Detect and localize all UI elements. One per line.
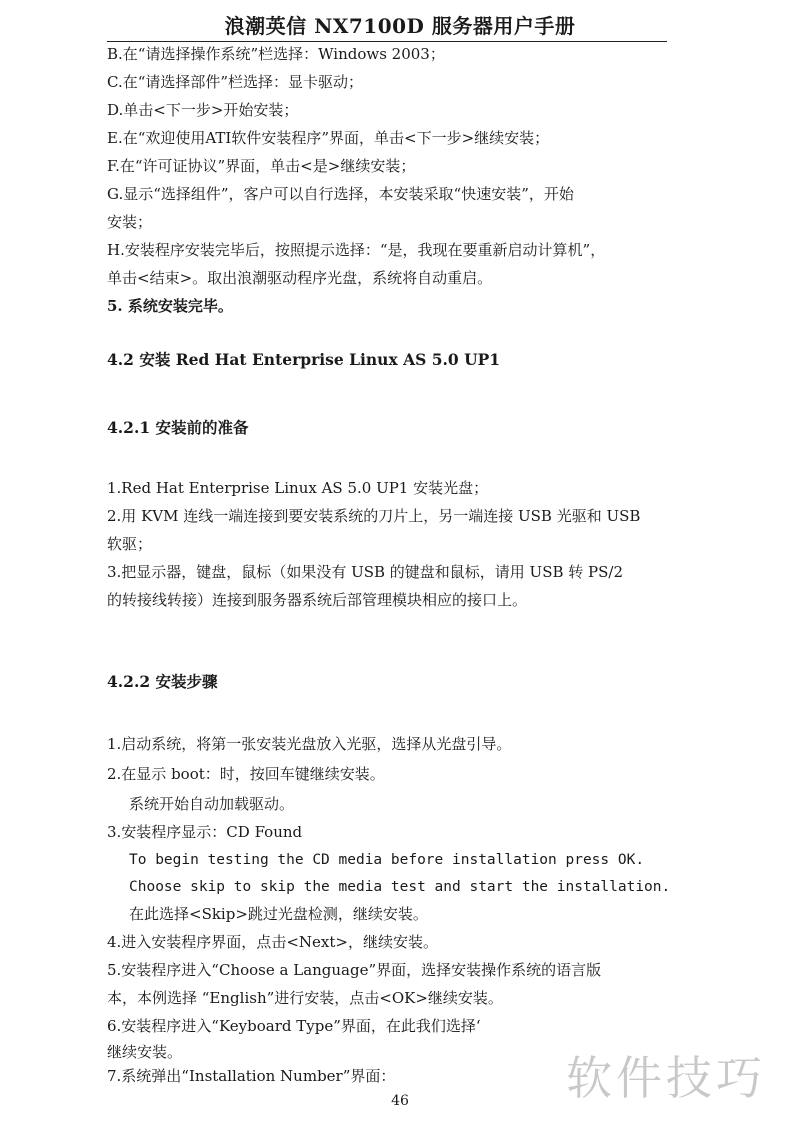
step-g-line2: 安装；: [107, 213, 153, 231]
prep-item: 软驱；: [107, 535, 153, 553]
section-4-2-2-title: 4.2.2 安装步骤: [107, 672, 218, 691]
install-step: 1.启动系统，将第一张安装光盘放入光驱，选择从光盘引导。: [107, 735, 512, 753]
install-step: 本，本例选择 “English”进行安装，点击<OK>继续安装。: [107, 989, 503, 1007]
install-step: 2.在显示 boot：时，按回车键继续安装。: [107, 765, 385, 783]
header-divider: [107, 41, 667, 42]
prep-item: 1.Red Hat Enterprise Linux AS 5.0 UP1 安装光盘；: [107, 479, 489, 497]
section-4-2-title: 4.2 安装 Red Hat Enterprise Linux AS 5.0 UP1: [107, 350, 501, 369]
step-e: E.在“欢迎使用ATI软件安装程序”界面，单击<下一步>继续安装；: [107, 129, 550, 147]
install-step: 3.安装程序显示：CD Found: [107, 823, 303, 841]
step-f: F.在“许可证协议”界面，单击<是>继续安装；: [107, 157, 416, 175]
install-step: 7.系统弹出“Installation Number”界面：: [107, 1067, 396, 1085]
page-header-title: 浪潮英信 NX7100D 服务器用户手册: [224, 14, 576, 38]
install-step: 6.安装程序进入“Keyboard Type”界面，在此我们选择‘: [107, 1017, 481, 1035]
section-4-2-1-title: 4.2.1 安装前的准备: [107, 418, 249, 437]
prep-item: 的转接线转接）连接到服务器系统后部管理模块相应的接口上。: [107, 591, 528, 609]
step-g-line1: G.显示“选择组件”，客户可以自行选择，本安装采取“快速安装”，开始: [107, 185, 574, 203]
step-c: C.在“请选择部件”栏选择：显卡驱动；: [107, 73, 364, 91]
step-d: D.单击<下一步>开始安装；: [107, 101, 299, 119]
step-h-line1: H.安装程序安装完毕后，按照提示选择：“是，我现在要重新启动计算机”，: [107, 241, 606, 259]
install-step-console-text: Choose skip to skip the media test and start the installation.: [129, 879, 671, 895]
install-step: 系统开始自动加载驱动。: [129, 795, 295, 813]
prep-item: 3.把显示器，键盘，鼠标（如果没有 USB 的键盘和鼠标，请用 USB 转 PS/2: [107, 563, 624, 581]
install-step: 5.安装程序进入“Choose a Language”界面，选择安装操作系统的语言版: [107, 961, 602, 979]
install-step-console-text: To begin testing the CD media before installation press OK.: [129, 852, 645, 868]
step-h-line2: 单击<结束>。取出浪潮驱动程序光盘，系统将自动重启。: [107, 269, 493, 287]
watermark: 软件技巧: [566, 1051, 766, 1105]
page-number: 46: [391, 1093, 409, 1109]
install-step: 4.进入安装程序界面，点击<Next>，继续安装。: [107, 933, 438, 951]
install-complete: 5. 系统安装完毕。: [107, 297, 233, 315]
install-step: 继续安装。: [107, 1043, 183, 1061]
install-step: 在此选择<Skip>跳过光盘检测，继续安装。: [129, 905, 428, 923]
prep-item: 2.用 KVM 连线一端连接到要安装系统的刀片上，另一端连接 USB 光驱和 USB: [107, 507, 641, 525]
step-b: B.在“请选择操作系统”栏选择：Windows 2003；: [107, 45, 445, 63]
